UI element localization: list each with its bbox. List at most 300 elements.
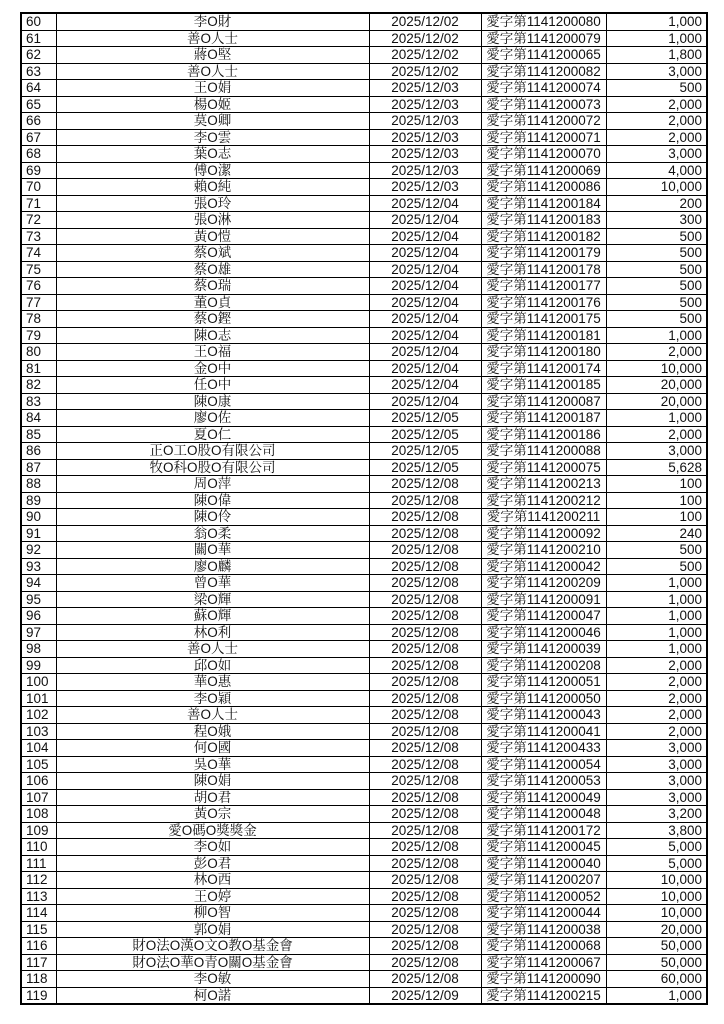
receipt-number: 愛字第1141200092 [481,525,606,542]
donation-date: 2025/12/08 [369,855,481,872]
row-number: 86 [21,443,56,460]
row-number: 94 [21,575,56,592]
donor-name: 邱O如 [56,657,369,674]
donation-amount: 3,800 [606,822,707,839]
row-number: 107 [21,789,56,806]
donor-name: 曾O華 [56,575,369,592]
donation-amount: 1,000 [606,13,707,30]
row-number: 89 [21,492,56,509]
table-row [21,707,707,724]
donation-date: 2025/12/08 [369,624,481,641]
donation-date: 2025/12/08 [369,740,481,757]
donor-name: 何O國 [56,740,369,757]
row-number: 119 [21,987,56,1004]
donor-name: 廖O麟 [56,558,369,575]
donation-amount: 3,200 [606,806,707,823]
donation-date: 2025/12/04 [369,311,481,328]
table-row [21,674,707,691]
row-number: 83 [21,393,56,410]
table-row [21,905,707,922]
row-number: 85 [21,426,56,443]
table-row [21,921,707,938]
receipt-number: 愛字第1141200172 [481,822,606,839]
table-row [21,756,707,773]
receipt-number: 愛字第1141200086 [481,179,606,196]
row-number: 104 [21,740,56,757]
donation-amount: 5,000 [606,855,707,872]
donor-name: 賴O純 [56,179,369,196]
donor-name: 董O貞 [56,294,369,311]
row-number: 88 [21,476,56,493]
row-number: 82 [21,377,56,394]
table-row [21,410,707,427]
table-row [21,228,707,245]
table-row [21,773,707,790]
donor-name: 正O工O股O有限公司 [56,443,369,460]
donation-amount: 1,000 [606,624,707,641]
table-row [21,459,707,476]
donor-name: 陳O伶 [56,509,369,526]
table-row [21,657,707,674]
donor-name: 善O人士 [56,641,369,658]
receipt-number: 愛字第1141200047 [481,608,606,625]
row-number: 84 [21,410,56,427]
row-number: 74 [21,245,56,262]
donor-name: 善O人士 [56,707,369,724]
table-row [21,212,707,229]
donor-name: 黃O宗 [56,806,369,823]
table-row [21,162,707,179]
receipt-number: 愛字第1141200183 [481,212,606,229]
donation-amount: 3,000 [606,773,707,790]
donor-name: 楊O姬 [56,96,369,113]
donation-amount: 100 [606,509,707,526]
donor-name: 蔡O瑞 [56,278,369,295]
row-number: 105 [21,756,56,773]
donation-date: 2025/12/08 [369,591,481,608]
receipt-number: 愛字第1141200040 [481,855,606,872]
table-row [21,47,707,64]
row-number: 87 [21,459,56,476]
donor-name: 蘇O輝 [56,608,369,625]
table-row [21,806,707,823]
row-number: 96 [21,608,56,625]
table-row [21,888,707,905]
donation-date: 2025/12/08 [369,773,481,790]
donation-date: 2025/12/04 [369,278,481,295]
table-row [21,987,707,1004]
receipt-number: 愛字第1141200175 [481,311,606,328]
row-number: 64 [21,80,56,97]
donation-date: 2025/12/08 [369,822,481,839]
table-row [21,146,707,163]
donation-amount: 20,000 [606,921,707,938]
donation-amount: 1,000 [606,575,707,592]
donor-name: 蔡O雄 [56,261,369,278]
table-row [21,96,707,113]
donation-date: 2025/12/02 [369,30,481,47]
row-number: 65 [21,96,56,113]
donation-amount: 3,000 [606,789,707,806]
receipt-number: 愛字第1141200182 [481,228,606,245]
donation-amount: 2,000 [606,344,707,361]
receipt-number: 愛字第1141200049 [481,789,606,806]
row-number: 108 [21,806,56,823]
donation-date: 2025/12/08 [369,542,481,559]
receipt-number: 愛字第1141200212 [481,492,606,509]
row-number: 76 [21,278,56,295]
receipt-number: 愛字第1141200038 [481,921,606,938]
donor-name: 陳O康 [56,393,369,410]
receipt-number: 愛字第1141200048 [481,806,606,823]
donation-amount: 1,000 [606,410,707,427]
donation-amount: 1,000 [606,30,707,47]
donation-date: 2025/12/04 [369,228,481,245]
receipt-number: 愛字第1141200039 [481,641,606,658]
receipt-number: 愛字第1141200074 [481,80,606,97]
row-number: 61 [21,30,56,47]
donation-amount: 1,000 [606,591,707,608]
donor-name: 柳O智 [56,905,369,922]
donor-name: 李O敏 [56,971,369,988]
donation-date: 2025/12/08 [369,888,481,905]
table-row [21,509,707,526]
donor-name: 郭O娟 [56,921,369,938]
donation-date: 2025/12/08 [369,789,481,806]
row-number: 102 [21,707,56,724]
donor-name: 李O如 [56,839,369,856]
donation-amount: 2,000 [606,96,707,113]
receipt-number: 愛字第1141200209 [481,575,606,592]
table-row [21,113,707,130]
table-row [21,624,707,641]
receipt-number: 愛字第1141200080 [481,13,606,30]
table-row [21,245,707,262]
donor-name: 蔡O鏗 [56,311,369,328]
row-number: 106 [21,773,56,790]
donation-date: 2025/12/08 [369,641,481,658]
row-number: 111 [21,855,56,872]
donation-amount: 50,000 [606,938,707,955]
row-number: 90 [21,509,56,526]
receipt-number: 愛字第1141200208 [481,657,606,674]
row-number: 66 [21,113,56,130]
donor-name: 王O娟 [56,80,369,97]
donor-name: 梁O輝 [56,591,369,608]
donation-table [20,12,708,1005]
receipt-number: 愛字第1141200210 [481,542,606,559]
table-row [21,476,707,493]
donation-date: 2025/12/03 [369,179,481,196]
receipt-number: 愛字第1141200180 [481,344,606,361]
donor-name: 李O雲 [56,129,369,146]
donor-name: 翁O柔 [56,525,369,542]
row-number: 100 [21,674,56,691]
table-row [21,789,707,806]
receipt-number: 愛字第1141200174 [481,360,606,377]
donation-date: 2025/12/05 [369,426,481,443]
donation-amount: 2,000 [606,674,707,691]
row-number: 95 [21,591,56,608]
donation-amount: 3,000 [606,756,707,773]
receipt-number: 愛字第1141200053 [481,773,606,790]
table-row [21,129,707,146]
donation-date: 2025/12/08 [369,723,481,740]
row-number: 109 [21,822,56,839]
receipt-number: 愛字第1141200071 [481,129,606,146]
donation-date: 2025/12/08 [369,707,481,724]
donation-date: 2025/12/08 [369,509,481,526]
receipt-number: 愛字第1141200187 [481,410,606,427]
donation-amount: 2,000 [606,723,707,740]
donation-date: 2025/12/08 [369,905,481,922]
donor-name: 善O人士 [56,63,369,80]
row-number: 71 [21,195,56,212]
donor-name: 林O利 [56,624,369,641]
donation-amount: 100 [606,476,707,493]
row-number: 80 [21,344,56,361]
donation-date: 2025/12/08 [369,938,481,955]
donation-date: 2025/12/04 [369,245,481,262]
table-row [21,542,707,559]
row-number: 115 [21,921,56,938]
row-number: 103 [21,723,56,740]
row-number: 116 [21,938,56,955]
donation-date: 2025/12/02 [369,13,481,30]
row-number: 67 [21,129,56,146]
donation-date: 2025/12/05 [369,410,481,427]
receipt-number: 愛字第1141200082 [481,63,606,80]
receipt-number: 愛字第1141200046 [481,624,606,641]
table-row [21,30,707,47]
donation-date: 2025/12/08 [369,674,481,691]
donor-name: 陳O偉 [56,492,369,509]
row-number: 91 [21,525,56,542]
receipt-number: 愛字第1141200068 [481,938,606,955]
donation-amount: 20,000 [606,393,707,410]
donation-amount: 2,000 [606,129,707,146]
row-number: 117 [21,954,56,971]
donation-date: 2025/12/08 [369,839,481,856]
donation-amount: 3,000 [606,146,707,163]
row-number: 75 [21,261,56,278]
row-number: 98 [21,641,56,658]
row-number: 81 [21,360,56,377]
donation-date: 2025/12/08 [369,872,481,889]
donation-date: 2025/12/08 [369,476,481,493]
donor-name: 張O淋 [56,212,369,229]
donation-amount: 10,000 [606,905,707,922]
table-row [21,591,707,608]
receipt-number: 愛字第1141200213 [481,476,606,493]
donation-date: 2025/12/08 [369,657,481,674]
donor-name: 金O中 [56,360,369,377]
table-row [21,443,707,460]
table-row [21,690,707,707]
donation-date: 2025/12/02 [369,47,481,64]
table-row [21,360,707,377]
donation-amount: 3,000 [606,63,707,80]
row-number: 73 [21,228,56,245]
receipt-number: 愛字第1141200043 [481,707,606,724]
donation-date: 2025/12/03 [369,80,481,97]
donation-amount: 240 [606,525,707,542]
donor-name: 華O惠 [56,674,369,691]
donation-amount: 500 [606,558,707,575]
donor-name: 王O福 [56,344,369,361]
donation-date: 2025/12/03 [369,113,481,130]
donation-amount: 3,000 [606,740,707,757]
donation-date: 2025/12/08 [369,575,481,592]
donation-amount: 10,000 [606,872,707,889]
table-row [21,938,707,955]
donor-name: 黃O愷 [56,228,369,245]
receipt-number: 愛字第1141200088 [481,443,606,460]
donation-amount: 10,000 [606,179,707,196]
donor-name: 愛O碼O獎獎金 [56,822,369,839]
table-row [21,294,707,311]
receipt-number: 愛字第1141200067 [481,954,606,971]
donation-amount: 5,000 [606,839,707,856]
donor-name: 周O萍 [56,476,369,493]
donor-name: 傅O潔 [56,162,369,179]
row-number: 112 [21,872,56,889]
table-row [21,839,707,856]
donor-name: 王O婷 [56,888,369,905]
donor-name: 張O玲 [56,195,369,212]
receipt-number: 愛字第1141200045 [481,839,606,856]
donation-amount: 1,000 [606,327,707,344]
donation-date: 2025/12/08 [369,971,481,988]
donation-date: 2025/12/08 [369,690,481,707]
table-row [21,344,707,361]
receipt-number: 愛字第1141200042 [481,558,606,575]
table-row [21,179,707,196]
receipt-number: 愛字第1141200176 [481,294,606,311]
receipt-number: 愛字第1141200070 [481,146,606,163]
donation-amount: 50,000 [606,954,707,971]
donor-name: 陳O志 [56,327,369,344]
table-row [21,80,707,97]
table-row [21,954,707,971]
receipt-number: 愛字第1141200184 [481,195,606,212]
donor-name: 李O穎 [56,690,369,707]
donor-name: 財O法O華O青O關O基金會 [56,954,369,971]
receipt-number: 愛字第1141200207 [481,872,606,889]
donation-date: 2025/12/08 [369,558,481,575]
receipt-number: 愛字第1141200065 [481,47,606,64]
table-row [21,575,707,592]
table-row [21,311,707,328]
table-row [21,608,707,625]
donor-name: 牧O科O股O有限公司 [56,459,369,476]
receipt-number: 愛字第1141200090 [481,971,606,988]
donation-amount: 500 [606,80,707,97]
receipt-number: 愛字第1141200075 [481,459,606,476]
donation-amount: 500 [606,294,707,311]
table-row [21,822,707,839]
donation-amount: 1,000 [606,641,707,658]
receipt-number: 愛字第1141200215 [481,987,606,1004]
table-row [21,261,707,278]
donation-date: 2025/12/08 [369,921,481,938]
receipt-number: 愛字第1141200211 [481,509,606,526]
donation-date: 2025/12/08 [369,954,481,971]
donation-date: 2025/12/08 [369,756,481,773]
row-number: 93 [21,558,56,575]
row-number: 69 [21,162,56,179]
donation-amount: 2,000 [606,657,707,674]
receipt-number: 愛字第1141200087 [481,393,606,410]
receipt-number: 愛字第1141200050 [481,690,606,707]
donation-amount: 2,000 [606,113,707,130]
row-number: 72 [21,212,56,229]
table-row [21,393,707,410]
table-row [21,971,707,988]
donation-date: 2025/12/04 [369,327,481,344]
donation-amount: 500 [606,261,707,278]
table-row [21,492,707,509]
donation-date: 2025/12/04 [369,377,481,394]
donor-name: 廖O佐 [56,410,369,427]
donation-date: 2025/12/08 [369,492,481,509]
receipt-number: 愛字第1141200052 [481,888,606,905]
receipt-number: 愛字第1141200185 [481,377,606,394]
donation-amount: 500 [606,278,707,295]
receipt-number: 愛字第1141200051 [481,674,606,691]
donation-date: 2025/12/05 [369,459,481,476]
donor-name: 陳O娟 [56,773,369,790]
table-row [21,740,707,757]
donation-date: 2025/12/04 [369,294,481,311]
row-number: 113 [21,888,56,905]
donation-amount: 10,000 [606,360,707,377]
donation-date: 2025/12/03 [369,162,481,179]
receipt-number: 愛字第1141200069 [481,162,606,179]
table-row [21,278,707,295]
donor-name: 吳O華 [56,756,369,773]
donation-amount: 100 [606,492,707,509]
table-row [21,195,707,212]
row-number: 68 [21,146,56,163]
row-number: 70 [21,179,56,196]
row-number: 92 [21,542,56,559]
table-row [21,872,707,889]
donation-amount: 20,000 [606,377,707,394]
donation-amount: 2,000 [606,690,707,707]
receipt-number: 愛字第1141200433 [481,740,606,757]
donation-date: 2025/12/04 [369,212,481,229]
row-number: 99 [21,657,56,674]
row-number: 101 [21,690,56,707]
table-row [21,558,707,575]
donor-name: 柯O諾 [56,987,369,1004]
row-number: 63 [21,63,56,80]
receipt-number: 愛字第1141200178 [481,261,606,278]
receipt-number: 愛字第1141200091 [481,591,606,608]
donation-date: 2025/12/08 [369,525,481,542]
row-number: 118 [21,971,56,988]
donation-date: 2025/12/04 [369,261,481,278]
donor-name: 善O人士 [56,30,369,47]
table-row [21,63,707,80]
donation-date: 2025/12/04 [369,195,481,212]
donation-date: 2025/12/08 [369,608,481,625]
donor-name: 李O財 [56,13,369,30]
row-number: 62 [21,47,56,64]
donation-amount: 500 [606,228,707,245]
donation-amount: 5,628 [606,459,707,476]
